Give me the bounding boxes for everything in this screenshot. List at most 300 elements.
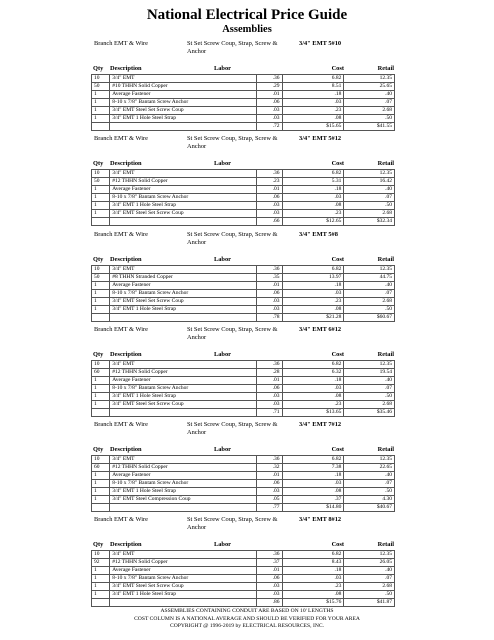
column-header-cost: Cost — [331, 541, 344, 548]
retail-cell: 12.35 — [344, 266, 395, 274]
retail-cell: .50 — [344, 115, 395, 123]
cost-cell: .18 — [282, 186, 344, 194]
total-cost: $14.80 — [282, 504, 344, 512]
total-labor: .86 — [257, 599, 282, 607]
retail-cell: .07 — [344, 575, 395, 583]
retail-cell: 2.68 — [344, 401, 395, 409]
cost-cell: 6.32 — [282, 369, 344, 377]
assembly-name: 3/4" EMT 6#12 — [299, 326, 342, 333]
retail-cell: 2.68 — [344, 583, 395, 591]
qty-cell: 60 — [92, 369, 110, 377]
qty-cell: 10 — [92, 75, 110, 83]
items-table — [91, 74, 395, 131]
section-header — [0, 325, 494, 347]
qty-cell: 1 — [92, 488, 110, 496]
description-cell: 3/4" EMT 1 Hole Steel Strap — [110, 202, 257, 210]
qty-cell: 1 — [92, 575, 110, 583]
total-spacer — [110, 123, 257, 131]
column-header-retail: Retail — [377, 351, 394, 358]
table-row — [92, 290, 395, 298]
column-header-retail: Retail — [377, 541, 394, 548]
description-cell: Average Fastener — [110, 91, 257, 99]
total-spacer — [92, 409, 110, 417]
qty-cell: 1 — [92, 496, 110, 504]
description-cell: 8-10 x 7/8" Bantam Screw Anchor — [110, 480, 257, 488]
description-cell: 3/4" EMT — [110, 170, 257, 178]
column-header-labor: Labor — [213, 446, 231, 453]
cost-cell: 7.38 — [282, 464, 344, 472]
qty-cell: 1 — [92, 472, 110, 480]
labor-cell: .06 — [257, 194, 282, 202]
table-row — [92, 274, 395, 282]
qty-cell: 10 — [92, 551, 110, 559]
description-cell: Average Fastener — [110, 472, 257, 480]
retail-cell: .50 — [344, 488, 395, 496]
qty-cell: 1 — [92, 306, 110, 314]
retail-cell: 16.42 — [344, 178, 395, 186]
total-cost: $15.76 — [282, 599, 344, 607]
assembly-section — [0, 230, 494, 322]
column-header-description: Description — [110, 256, 142, 263]
column-header-cost: Cost — [331, 351, 344, 358]
cost-cell: .37 — [282, 496, 344, 504]
footer-line-conduit: ASSEMBLIES CONTAINING CONDUIT ARE BASED ON 10' LENGTHS — [160, 608, 334, 614]
description-cell: 3/4" EMT Steel Set Screw Coup — [110, 401, 257, 409]
column-header-cost: Cost — [331, 160, 344, 167]
section-description: St Set Screw Coup, Strap, Screw & Anchor — [187, 516, 278, 531]
column-header-qty: Qty — [93, 65, 104, 72]
total-spacer — [92, 599, 110, 607]
labor-cell: .01 — [257, 567, 282, 575]
retail-cell: 26.05 — [344, 559, 395, 567]
retail-cell: .40 — [344, 186, 395, 194]
table-row — [92, 472, 395, 480]
section-header — [0, 230, 494, 252]
labor-cell: .36 — [257, 551, 282, 559]
column-header-description: Description — [110, 446, 142, 453]
table-row — [92, 202, 395, 210]
labor-cell: .03 — [257, 591, 282, 599]
labor-cell: .36 — [257, 75, 282, 83]
cost-cell: .08 — [282, 202, 344, 210]
qty-cell: 1 — [92, 290, 110, 298]
description-cell: 3/4" EMT 1 Hole Steel Strap — [110, 591, 257, 599]
assembly-name: 3/4" EMT 5#10 — [299, 40, 342, 47]
cost-cell: .08 — [282, 488, 344, 496]
column-header-qty: Qty — [93, 446, 104, 453]
section-category: Branch EMT & Wire — [94, 326, 148, 333]
table-row — [92, 186, 395, 194]
description-cell: #12 THHN Solid Copper — [110, 559, 257, 567]
description-cell: 3/4" EMT Steel Set Screw Coup — [110, 583, 257, 591]
items-table — [91, 550, 395, 607]
page-title: National Electrical Price Guide — [146, 7, 348, 23]
total-cost: $21.28 — [282, 314, 344, 322]
column-header-qty: Qty — [93, 256, 104, 263]
table-row — [92, 369, 395, 377]
cost-cell: .23 — [282, 401, 344, 409]
items-table — [91, 169, 395, 226]
section-description: St Set Screw Coup, Strap, Screw & Anchor — [187, 421, 278, 436]
labor-cell: .01 — [257, 91, 282, 99]
description-cell: Average Fastener — [110, 567, 257, 575]
total-labor: .78 — [257, 314, 282, 322]
table-row — [92, 480, 395, 488]
cost-cell: .23 — [282, 583, 344, 591]
table-row — [92, 194, 395, 202]
section-header — [0, 420, 494, 442]
footer-line-copyright: COPYRIGHT @ 1996-2019 by ELECTRICAL RESOURCES, INC. — [169, 623, 324, 629]
assembly-name: 3/4" EMT 5#12 — [299, 135, 342, 142]
retail-cell: .07 — [344, 480, 395, 488]
labor-cell: .36 — [257, 170, 282, 178]
total-labor: .77 — [257, 504, 282, 512]
cost-cell: 13.97 — [282, 274, 344, 282]
assembly-section — [0, 325, 494, 417]
retail-cell: .07 — [344, 99, 395, 107]
table-row — [92, 567, 395, 575]
description-cell: 3/4" EMT Steel Set Screw Coup — [110, 210, 257, 218]
retail-cell: 25.65 — [344, 83, 395, 91]
description-cell: Average Fastener — [110, 186, 257, 194]
section-description: St Set Screw Coup, Strap, Screw & Anchor — [187, 135, 278, 150]
table-row — [92, 583, 395, 591]
table-row — [92, 282, 395, 290]
table-row — [92, 456, 395, 464]
total-row — [92, 504, 395, 512]
retail-cell: .40 — [344, 91, 395, 99]
column-header-labor: Labor — [213, 65, 231, 72]
cost-cell: 6.82 — [282, 170, 344, 178]
table-row — [92, 99, 395, 107]
qty-cell: 1 — [92, 107, 110, 115]
qty-cell: 1 — [92, 194, 110, 202]
cost-cell: .18 — [282, 567, 344, 575]
total-row — [92, 218, 395, 226]
retail-cell: .07 — [344, 290, 395, 298]
section-description: St Set Screw Coup, Strap, Screw & Anchor — [187, 231, 278, 246]
description-cell: 8-10 x 7/8" Bantam Screw Anchor — [110, 575, 257, 583]
page-footer — [0, 608, 494, 631]
description-cell: 3/4" EMT 1 Hole Steel Strap — [110, 306, 257, 314]
description-cell: 3/4" EMT 1 Hole Steel Strap — [110, 393, 257, 401]
total-row — [92, 409, 395, 417]
qty-cell: 10 — [92, 266, 110, 274]
column-headers — [0, 160, 494, 169]
cost-cell: .18 — [282, 472, 344, 480]
description-cell: #12 THHN Solid Copper — [110, 369, 257, 377]
column-headers — [0, 351, 494, 360]
labor-cell: .06 — [257, 99, 282, 107]
description-cell: 8-10 x 7/8" Bantam Screw Anchor — [110, 385, 257, 393]
table-row — [92, 298, 395, 306]
description-cell: 3/4" EMT 1 Hole Steel Strap — [110, 488, 257, 496]
retail-cell: 12.35 — [344, 170, 395, 178]
column-header-qty: Qty — [93, 541, 104, 548]
qty-cell: 1 — [92, 298, 110, 306]
total-retail: $41.55 — [344, 123, 395, 131]
description-cell: 3/4" EMT Steel Compression Coup — [110, 496, 257, 504]
total-labor: .71 — [257, 409, 282, 417]
qty-cell: 1 — [92, 591, 110, 599]
description-cell: #8 THHN Stranded Copper — [110, 274, 257, 282]
column-header-retail: Retail — [377, 446, 394, 453]
qty-cell: 1 — [92, 186, 110, 194]
cost-cell: .18 — [282, 377, 344, 385]
table-row — [92, 75, 395, 83]
total-spacer — [110, 314, 257, 322]
cost-cell: .03 — [282, 99, 344, 107]
qty-cell: 60 — [92, 464, 110, 472]
retail-cell: .40 — [344, 567, 395, 575]
total-retail: $32.34 — [344, 218, 395, 226]
cost-cell: .03 — [282, 194, 344, 202]
description-cell: #12 THHN Solid Copper — [110, 178, 257, 186]
description-cell: 3/4" EMT Steel Set Screw Coup — [110, 107, 257, 115]
labor-cell: .01 — [257, 186, 282, 194]
column-header-description: Description — [110, 65, 142, 72]
retail-cell: 4.30 — [344, 496, 395, 504]
retail-cell: 19.54 — [344, 369, 395, 377]
qty-cell: 1 — [92, 385, 110, 393]
qty-cell: 1 — [92, 583, 110, 591]
table-row — [92, 401, 395, 409]
total-spacer — [92, 123, 110, 131]
items-table — [91, 360, 395, 417]
cost-cell: .18 — [282, 91, 344, 99]
qty-cell: 50 — [92, 83, 110, 91]
qty-cell: 1 — [92, 393, 110, 401]
section-category: Branch EMT & Wire — [94, 421, 148, 428]
table-row — [92, 266, 395, 274]
table-row — [92, 393, 395, 401]
labor-cell: .03 — [257, 298, 282, 306]
retail-cell: 2.68 — [344, 210, 395, 218]
cost-cell: .08 — [282, 306, 344, 314]
table-row — [92, 551, 395, 559]
cost-cell: 6.82 — [282, 75, 344, 83]
column-header-description: Description — [110, 541, 142, 548]
description-cell: 3/4" EMT — [110, 75, 257, 83]
assembly-section — [0, 39, 494, 131]
table-row — [92, 210, 395, 218]
table-row — [92, 488, 395, 496]
labor-cell: .03 — [257, 107, 282, 115]
footer-line-cost-note: COST COLUMN IS A NATIONAL AVERAGE AND SHOULD BE VERIFIED FOR YOUR AREA — [134, 615, 360, 622]
section-description: St Set Screw Coup, Strap, Screw & Anchor — [187, 40, 278, 55]
assembly-name: 3/4" EMT 5#8 — [299, 231, 338, 238]
description-cell: Average Fastener — [110, 377, 257, 385]
cost-cell: .08 — [282, 591, 344, 599]
retail-cell: .40 — [344, 377, 395, 385]
qty-cell: 1 — [92, 202, 110, 210]
retail-cell: 22.65 — [344, 464, 395, 472]
retail-cell: .07 — [344, 385, 395, 393]
column-headers — [0, 65, 494, 74]
table-row — [92, 591, 395, 599]
table-row — [92, 178, 395, 186]
table-row — [92, 306, 395, 314]
cost-cell: .23 — [282, 107, 344, 115]
table-row — [92, 361, 395, 369]
retail-cell: 2.68 — [344, 107, 395, 115]
qty-cell: 1 — [92, 210, 110, 218]
qty-cell: 50 — [92, 178, 110, 186]
qty-cell: 1 — [92, 115, 110, 123]
table-row — [92, 377, 395, 385]
labor-cell: .03 — [257, 401, 282, 409]
cost-cell: .23 — [282, 298, 344, 306]
items-table — [91, 455, 395, 512]
section-category: Branch EMT & Wire — [94, 231, 148, 238]
qty-cell: 1 — [92, 377, 110, 385]
column-header-qty: Qty — [93, 351, 104, 358]
total-spacer — [92, 218, 110, 226]
labor-cell: .06 — [257, 385, 282, 393]
labor-cell: .06 — [257, 575, 282, 583]
cost-cell: .23 — [282, 210, 344, 218]
total-retail: $40.67 — [344, 504, 395, 512]
column-header-retail: Retail — [377, 65, 394, 72]
cost-cell: .03 — [282, 480, 344, 488]
description-cell: 8-10 x 7/8" Bantam Screw Anchor — [110, 290, 257, 298]
cost-cell: .08 — [282, 393, 344, 401]
labor-cell: .32 — [257, 464, 282, 472]
total-cost: $13.65 — [282, 409, 344, 417]
labor-cell: .03 — [257, 306, 282, 314]
retail-cell: .50 — [344, 202, 395, 210]
table-row — [92, 170, 395, 178]
table-row — [92, 83, 395, 91]
section-header — [0, 134, 494, 156]
table-row — [92, 496, 395, 504]
retail-cell: .50 — [344, 306, 395, 314]
total-retail: $41.87 — [344, 599, 395, 607]
assembly-section — [0, 515, 494, 607]
column-header-retail: Retail — [377, 256, 394, 263]
cost-cell: 8.51 — [282, 83, 344, 91]
items-table — [91, 265, 395, 322]
description-cell: 3/4" EMT — [110, 361, 257, 369]
labor-cell: .01 — [257, 472, 282, 480]
labor-cell: .03 — [257, 210, 282, 218]
total-spacer — [92, 504, 110, 512]
cost-cell: 6.82 — [282, 456, 344, 464]
retail-cell: .40 — [344, 472, 395, 480]
table-row — [92, 575, 395, 583]
labor-cell: .28 — [257, 369, 282, 377]
column-header-description: Description — [110, 160, 142, 167]
retail-cell: 44.75 — [344, 274, 395, 282]
qty-cell: 10 — [92, 456, 110, 464]
labor-cell: .03 — [257, 115, 282, 123]
description-cell: #10 THHN Solid Copper — [110, 83, 257, 91]
total-row — [92, 123, 395, 131]
labor-cell: .03 — [257, 583, 282, 591]
page-subtitle: Assemblies — [222, 24, 272, 35]
total-cost: $12.65 — [282, 218, 344, 226]
column-headers — [0, 446, 494, 455]
column-header-cost: Cost — [331, 446, 344, 453]
qty-cell: 10 — [92, 361, 110, 369]
labor-cell: .03 — [257, 202, 282, 210]
qty-cell: 1 — [92, 401, 110, 409]
labor-cell: .03 — [257, 488, 282, 496]
description-cell: #12 THHN Solid Copper — [110, 464, 257, 472]
labor-cell: .36 — [257, 266, 282, 274]
assembly-name: 3/4" EMT 8#12 — [299, 516, 342, 523]
total-retail: $60.67 — [344, 314, 395, 322]
column-header-description: Description — [110, 351, 142, 358]
cost-cell: .03 — [282, 575, 344, 583]
labor-cell: .06 — [257, 290, 282, 298]
cost-cell: 6.82 — [282, 551, 344, 559]
column-header-labor: Labor — [213, 256, 231, 263]
total-cost: $15.65 — [282, 123, 344, 131]
labor-cell: .23 — [257, 178, 282, 186]
retail-cell: 12.35 — [344, 75, 395, 83]
description-cell: 3/4" EMT — [110, 266, 257, 274]
cost-cell: 5.31 — [282, 178, 344, 186]
labor-cell: .06 — [257, 480, 282, 488]
assembly-section — [0, 134, 494, 226]
table-row — [92, 559, 395, 567]
labor-cell: .05 — [257, 496, 282, 504]
table-row — [92, 385, 395, 393]
qty-cell: 92 — [92, 559, 110, 567]
qty-cell: 50 — [92, 274, 110, 282]
column-header-retail: Retail — [377, 160, 394, 167]
labor-cell: .03 — [257, 393, 282, 401]
description-cell: 3/4" EMT — [110, 456, 257, 464]
table-row — [92, 91, 395, 99]
section-category: Branch EMT & Wire — [94, 135, 148, 142]
assembly-section — [0, 420, 494, 512]
total-spacer — [92, 314, 110, 322]
labor-cell: .01 — [257, 282, 282, 290]
total-spacer — [110, 409, 257, 417]
qty-cell: 1 — [92, 99, 110, 107]
total-labor: .72 — [257, 123, 282, 131]
cost-cell: 6.82 — [282, 266, 344, 274]
total-spacer — [110, 504, 257, 512]
column-headers — [0, 256, 494, 265]
qty-cell: 1 — [92, 567, 110, 575]
column-header-labor: Labor — [213, 351, 231, 358]
qty-cell: 10 — [92, 170, 110, 178]
section-header — [0, 515, 494, 537]
cost-cell: .03 — [282, 290, 344, 298]
assembly-name: 3/4" EMT 7#12 — [299, 421, 342, 428]
section-header — [0, 39, 494, 61]
retail-cell: .50 — [344, 393, 395, 401]
labor-cell: .35 — [257, 274, 282, 282]
cost-cell: .18 — [282, 282, 344, 290]
total-row — [92, 599, 395, 607]
column-headers — [0, 541, 494, 550]
description-cell: 3/4" EMT 1 Hole Steel Strap — [110, 115, 257, 123]
labor-cell: .29 — [257, 83, 282, 91]
total-spacer — [110, 599, 257, 607]
section-category: Branch EMT & Wire — [94, 40, 148, 47]
retail-cell: 12.35 — [344, 456, 395, 464]
labor-cell: .36 — [257, 456, 282, 464]
section-category: Branch EMT & Wire — [94, 516, 148, 523]
column-header-cost: Cost — [331, 65, 344, 72]
labor-cell: .36 — [257, 361, 282, 369]
retail-cell: 12.35 — [344, 551, 395, 559]
column-header-qty: Qty — [93, 160, 104, 167]
